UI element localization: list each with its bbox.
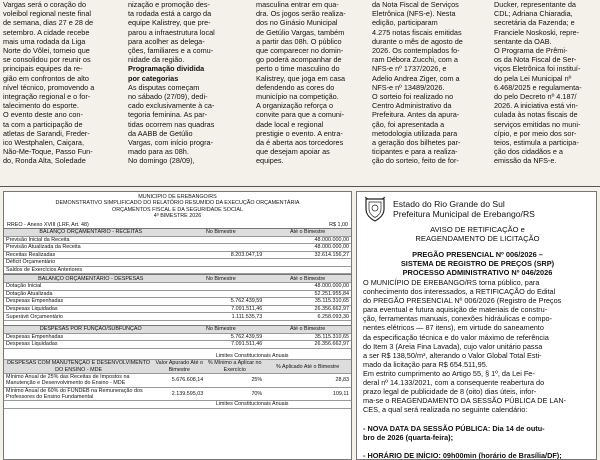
text-line: a ser R$ 138,50/m³, alterando o Valor Global Total Esti-	[363, 350, 542, 360]
text-line: a geração dos bilhetes par-	[372, 138, 461, 148]
notice-title-line: AVISO DE RETIFICAÇÃO e	[430, 225, 525, 234]
table-cell	[178, 290, 265, 298]
text-line: para eventual e futura aquisição de materiais de constru-	[363, 305, 548, 315]
text-line: para acolher as delega-	[128, 36, 205, 46]
table-cell	[178, 244, 265, 252]
receitas-table	[4, 228, 351, 275]
text-line: talecimento do esporte.	[3, 101, 79, 111]
text-line: equipe Kalistrey, que pre-	[128, 18, 211, 28]
table-cell: Déficit Orçamentário	[4, 259, 178, 267]
municipal-crest-icon	[363, 196, 387, 222]
text-line: de semana, dias 27 e 28 de	[3, 18, 94, 28]
table-cell	[178, 266, 265, 274]
text-line: setembro. A cidade recebe	[3, 27, 90, 37]
text-line: dra. Os jogos serão realiza-	[256, 9, 346, 19]
table-cell: 26.356.662,97	[264, 305, 351, 313]
budget-report	[3, 191, 352, 460]
text-line: Ducker, representante da	[494, 0, 576, 9]
table-row	[4, 333, 351, 341]
table-row	[4, 259, 351, 267]
table-cell: Despesas Empenhadas	[4, 333, 178, 341]
text-line: da especificação técnica e do valor máximo de referência	[363, 332, 549, 342]
text-line: município na competição.	[256, 92, 339, 102]
table-cell	[264, 259, 351, 267]
table-cell: BALANÇO ORÇAMENTÁRIO - DESPESAS	[4, 275, 178, 283]
text-line: ta rodada está a cargo da	[128, 9, 212, 19]
text-line: Norte do Vôlei, torneio que	[3, 46, 90, 56]
text-line	[363, 414, 592, 423]
table-cell: 6.258.093,30	[264, 313, 351, 321]
text-line: nização e promoção des-	[128, 0, 210, 9]
bid-notice	[356, 191, 597, 460]
text-line: 4.275 notas fiscais emitidas	[372, 27, 462, 37]
text-line: Programação dividida	[128, 64, 205, 74]
org-city: Prefeitura Municipal de Erebango/RS	[393, 209, 535, 219]
report-header	[4, 192, 351, 220]
table-cell	[4, 353, 153, 360]
notice-bold-line: PREGÃO PRESENCIAL Nº 006/2026 –	[412, 250, 543, 259]
text-line: viços Eletrônica foi instituí-	[494, 64, 581, 74]
article-columns	[0, 0, 600, 184]
table-cell: BALANÇO ORÇAMENTÁRIO - RECEITAS	[4, 228, 178, 236]
org-header	[393, 199, 535, 219]
text-line: do pelo Decreto nº 4.187/	[494, 92, 577, 102]
table-row	[4, 244, 351, 252]
report-unit-label: R$ 1,00	[329, 221, 348, 228]
table-cell: DESPESAS POR FUNÇÃO/SUBFUNÇÃO	[4, 326, 178, 334]
limites-label: Limites Constitucionais Anuais	[153, 401, 351, 409]
text-line: os da Nota Fiscal de Ser-	[494, 55, 577, 65]
table-cell: 1.111.535,73	[178, 313, 265, 321]
article-column-1	[3, 0, 123, 166]
text-line: edição, participaram	[372, 18, 438, 28]
table-row	[4, 374, 351, 388]
text-line: ram Débora Zucchi, com a	[372, 55, 458, 65]
text-line: integração regional e o for-	[3, 92, 91, 102]
table-cell	[178, 283, 265, 291]
text-line: a partir das 08h. O público	[256, 36, 342, 46]
text-line: da é aberta aos torcedores	[256, 138, 344, 148]
text-line: ções, familiares e a comu-	[128, 46, 214, 56]
text-line: ticipantes e para a realiza-	[372, 147, 458, 157]
text-line: atletas de Sarandi, Freder-	[3, 128, 90, 138]
org-state: Estado do Rio Grande do Sul	[393, 199, 505, 209]
text-line: cado exclusivamente à ca-	[128, 101, 215, 111]
table-cell: 7.091.511,46	[178, 341, 265, 349]
notice-bold-line: PROCESSO ADMINISTRATIVO Nº 046/2026	[402, 268, 553, 277]
text-line: ta com a participação de	[3, 119, 83, 129]
table-cell: 25%	[205, 374, 264, 388]
text-line: bro de 2026 (quarta-feira);	[363, 432, 454, 442]
text-line: metodologia utilizada para	[372, 128, 458, 138]
table-row	[4, 266, 351, 274]
text-line: O Programa de Prêmi-	[494, 46, 568, 56]
table-cell	[178, 259, 265, 267]
text-line: equipes.	[256, 156, 284, 166]
text-line: mado para as 08h.	[128, 147, 189, 157]
table-cell: Até o Bimestre	[264, 275, 351, 283]
table-cell: Dotação Atualizada	[4, 290, 178, 298]
table-cell: Previsão Inicial da Receita	[4, 236, 178, 244]
table-row	[4, 290, 351, 298]
report-header-line: 4º BIMESTRE 2026	[153, 213, 202, 220]
table-cell: 5.676.608,14	[153, 374, 205, 388]
table-label-row	[4, 401, 351, 409]
article-column-5	[494, 0, 598, 166]
text-line: tegoria feminina. As par-	[128, 110, 208, 120]
table-row	[4, 387, 351, 401]
text-line: ção do sorteio, feito de for-	[372, 156, 459, 166]
text-line: Centro Administrativo da	[372, 101, 452, 111]
text-line: se consolidou por reunir os	[3, 55, 91, 65]
text-line: dade local e regional	[256, 119, 324, 129]
text-line: 2026. Os contemplados fo-	[372, 46, 460, 56]
text-line: principais equipes da re-	[3, 64, 83, 74]
section-divider	[0, 186, 600, 187]
text-line: teios, estimula a participa-	[494, 138, 579, 148]
text-line: prestigie o evento. A entra-	[256, 128, 343, 138]
table-header-row	[4, 228, 351, 236]
text-line: Vargas será o coração do	[3, 0, 87, 9]
text-line: voleibol regional neste final	[3, 9, 92, 19]
table-cell: 28,83	[264, 374, 351, 388]
table-header-row	[4, 326, 351, 334]
text-line: CDL; Adriana Chiaradia,	[494, 9, 573, 19]
text-line: - HORÁRIO DE INÍCIO: 09h00min (horário de Brasília/DF);	[363, 450, 562, 460]
text-line: A organização reforça o	[256, 101, 334, 111]
text-line: sentante da OAB.	[494, 36, 552, 46]
text-line: As disputas começam	[128, 82, 200, 92]
text-line: do PREGÃO PRESENCIAL Nº 006/2026 (Registro de Preços	[363, 296, 562, 306]
table-row	[4, 251, 351, 259]
text-line	[363, 442, 592, 451]
table-cell: % Aplicado Até o Bimestre	[264, 360, 351, 374]
text-line: emissão da NFS-e.	[494, 156, 557, 166]
table-row	[4, 283, 351, 291]
table-cell: Até o Bimestre	[264, 228, 351, 236]
table-cell: Mínimo Anual de 60% do FUNDEB na Remuneração dos Professores do Ensino Fundamental	[4, 387, 153, 401]
text-line: Em estrito cumprimento ao Artigo 55, § 1º, da Lei Fe-	[363, 368, 535, 378]
table-cell: 52.251.955,84	[264, 290, 351, 298]
text-line: Prefeitura. Antes da apura-	[372, 110, 460, 120]
table-cell	[264, 266, 351, 274]
text-line: serviços emitidas no muni-	[494, 119, 581, 129]
table-cell: 5.762.439,59	[178, 298, 265, 306]
text-line: ção dos cidadãos e a	[494, 147, 563, 157]
text-line: tidas ocorrem nas quadras	[128, 119, 215, 129]
table-cell: Receitas Realizadas	[4, 251, 178, 259]
text-line: 2026. A iniciativa está vin-	[494, 101, 578, 111]
text-line: Vargas, com início progra-	[128, 138, 214, 148]
table-cell: Despesas Empenhadas	[4, 298, 178, 306]
report-annex-label: RREO - Anexo XVIII (LRF, Art. 48)	[7, 221, 89, 228]
limites-table	[4, 353, 351, 409]
table-cell: 48.000.000,00	[264, 236, 351, 244]
table-cell: 2.139.595,03	[153, 387, 205, 401]
text-line: que comparecer no domin-	[256, 46, 344, 56]
notice-title-line: REAGENDAMENTO DE LICITAÇÃO	[415, 234, 540, 243]
despesas-table	[4, 274, 351, 321]
text-line: ção, foi apresentada a	[372, 119, 445, 129]
table-cell: Superávit Orçamentário	[4, 313, 178, 321]
table-header-row	[4, 275, 351, 283]
table-cell: 8.203.047,19	[178, 251, 265, 259]
table-cell: 35.115.310,65	[264, 298, 351, 306]
report-header-line: DEMONSTRATIVO SIMPLIFICADO DO RELATÓRIO RESUMIDO DA EXECUÇÃO ORÇAMENTÁRIA	[55, 200, 300, 207]
table-cell: 48.000.000,00	[264, 244, 351, 252]
text-line: convite para que a comuni-	[256, 110, 345, 120]
text-line: defendendo as cores do	[256, 82, 335, 92]
text-line: conhecimento dos interessados, a RETIFICAÇÃO do Edital	[363, 287, 556, 297]
text-line: mais uma rodada da Liga	[3, 36, 86, 46]
table-header-row	[4, 360, 351, 374]
table-cell: Previsão Atualizada da Receita	[4, 244, 178, 252]
text-line: NFS-e nº 1737/2026, e	[372, 64, 447, 74]
text-line: dos no Ginásio Municipal	[256, 18, 338, 28]
limites-label: Limites Constitucionais Anuais	[153, 353, 351, 360]
table-cell: 70%	[205, 387, 264, 401]
table-row	[4, 313, 351, 321]
text-line: Kalistrey, que joga em casa	[256, 73, 346, 83]
text-line: ico Westphalen, Caiçara,	[3, 138, 84, 148]
table-cell: 35.115.310,65	[264, 333, 351, 341]
text-line: Adelio Andrea Ziger, com a	[372, 73, 460, 83]
table-cell: No Bimestre	[178, 326, 265, 334]
text-line: mado da licitação para R$ 654.511,95.	[363, 359, 488, 369]
text-line: 6.468/2025 e regulamenta-	[494, 82, 582, 92]
table-cell: Mínimo Anual de 25% das Receitas de Impostos na Manutenção e Desenvolvimento do Ensino - MDE	[4, 374, 153, 388]
table-cell: Despesas Liquidadas	[4, 305, 178, 313]
table-cell: % Mínimo a Aplicar no Exercício	[205, 360, 264, 374]
table-cell: Valor Apurado Até o Bimestre	[153, 360, 205, 374]
text-line: O sorteio foi realizado no	[372, 92, 454, 102]
text-line: da AABB de Getúlio	[128, 128, 193, 138]
table-label-row	[4, 353, 351, 360]
text-line: que desejam apoiar as	[256, 147, 330, 157]
notice-title	[363, 225, 592, 243]
table-cell: 109,11	[264, 387, 351, 401]
report-header-line: ORÇAMENTOS FISCAL E DA SEGURIDADE SOCIAL	[112, 206, 243, 213]
text-line: deral nº 14.133/2021, com a consequente reabertura do	[363, 378, 545, 388]
table-cell: 48.000.000,00	[264, 283, 351, 291]
table-cell	[178, 236, 265, 244]
table-row	[4, 305, 351, 313]
table-cell: 26.356.662,97	[264, 341, 351, 349]
text-line: prazo legal de publicidade de 8 (oito) dias úteis, infor-	[363, 387, 537, 397]
table-cell: Despesas Liquidadas	[4, 341, 178, 349]
text-line: O MUNICÍPIO DE EREBANGO/RS torna público, para	[363, 278, 540, 287]
text-line: NFS-e nº 13489/2026.	[372, 82, 445, 92]
text-line: CES, a qual será realizada no seguinte calendário:	[363, 405, 528, 415]
article-column-2	[128, 0, 250, 166]
text-line: go poderá acompanhar de	[256, 55, 342, 65]
text-line: O evento deste ano con-	[3, 110, 83, 120]
text-line: do Item 3 (Areia Fina Lavada), cujo valor unitário passa	[363, 341, 543, 351]
text-line: No domingo (28/09),	[128, 156, 195, 166]
text-line: durante o mês de agosto de	[372, 36, 463, 46]
text-line: da Nota Fiscal de Serviços	[372, 0, 459, 9]
table-cell: 7.091.511,46	[178, 305, 265, 313]
table-row	[4, 298, 351, 306]
table-cell: Dotação Inicial	[4, 283, 178, 291]
text-line: do, Ronda Alta, Soledade	[3, 156, 86, 166]
table-cell: No Bimestre	[178, 228, 265, 236]
text-line: parou a infraestrutura local	[128, 27, 215, 37]
text-line: culada às notas fiscais de	[494, 110, 578, 120]
notice-body	[363, 278, 592, 460]
table-cell: 32.614.156,27	[264, 251, 351, 259]
text-line: gião em confrontos de alto	[3, 73, 89, 83]
table-cell: No Bimestre	[178, 275, 265, 283]
text-line: por categorias	[128, 73, 179, 83]
text-line: nentes elétricos — 87 itens), em virtude do saneamento	[363, 323, 544, 333]
text-line: perto o time masculino do	[256, 64, 340, 74]
text-line: secretária da Fazenda; e	[494, 18, 575, 28]
article-column-4	[372, 0, 488, 166]
text-line: Eletrônica (NFS-e). Nesta	[372, 9, 456, 19]
report-header-line: MUNICIPIO DE EREBANGO/RS	[138, 194, 217, 200]
notice-bold-line: SISTEMA DE REGISTRO DE PREÇOS (SRP)	[400, 259, 555, 268]
table-cell: 5.762.439,59	[178, 333, 265, 341]
text-line: cípio, e por meio dos sor-	[494, 128, 577, 138]
table-cell: Até o Bimestre	[264, 326, 351, 334]
article-column-3	[256, 0, 367, 166]
text-line: ma-se o REAGENDAMENTO DA SESSÃO PÚBLICA DE LAN-	[363, 396, 567, 406]
text-line: masculina entrar em qua-	[256, 0, 339, 9]
text-line: nidade da região.	[128, 55, 185, 65]
text-line: Franciele Noskoski, repre-	[494, 27, 580, 37]
text-line: do pela Lei Municipal nº	[494, 73, 572, 83]
text-line: - NOVA DATA DA SESSÃO PÚBLICA: Dia 14 de outu-	[363, 423, 545, 433]
table-row	[4, 236, 351, 244]
table-row	[4, 341, 351, 349]
notice-process-ids	[363, 250, 592, 277]
text-line: Não-Me-Toque, Passo Fun-	[3, 147, 93, 157]
table-cell: DESPESAS COM MANUTENÇÃO E DESENVOLVIMENTO DO ENSINO - MDE	[4, 360, 153, 374]
table-cell	[4, 401, 153, 409]
text-line: de Getúlio Vargas, também	[256, 27, 345, 37]
text-line: no sábado (27/09), dedi-	[128, 92, 208, 102]
text-line: nível técnico, promovendo a	[3, 82, 95, 92]
funcao-table	[4, 325, 351, 349]
text-line: ção, ferramentas manuais, conexões hidráulicas e compo-	[363, 314, 553, 324]
table-cell: Saldos de Exercícios Anteriores	[4, 266, 178, 274]
